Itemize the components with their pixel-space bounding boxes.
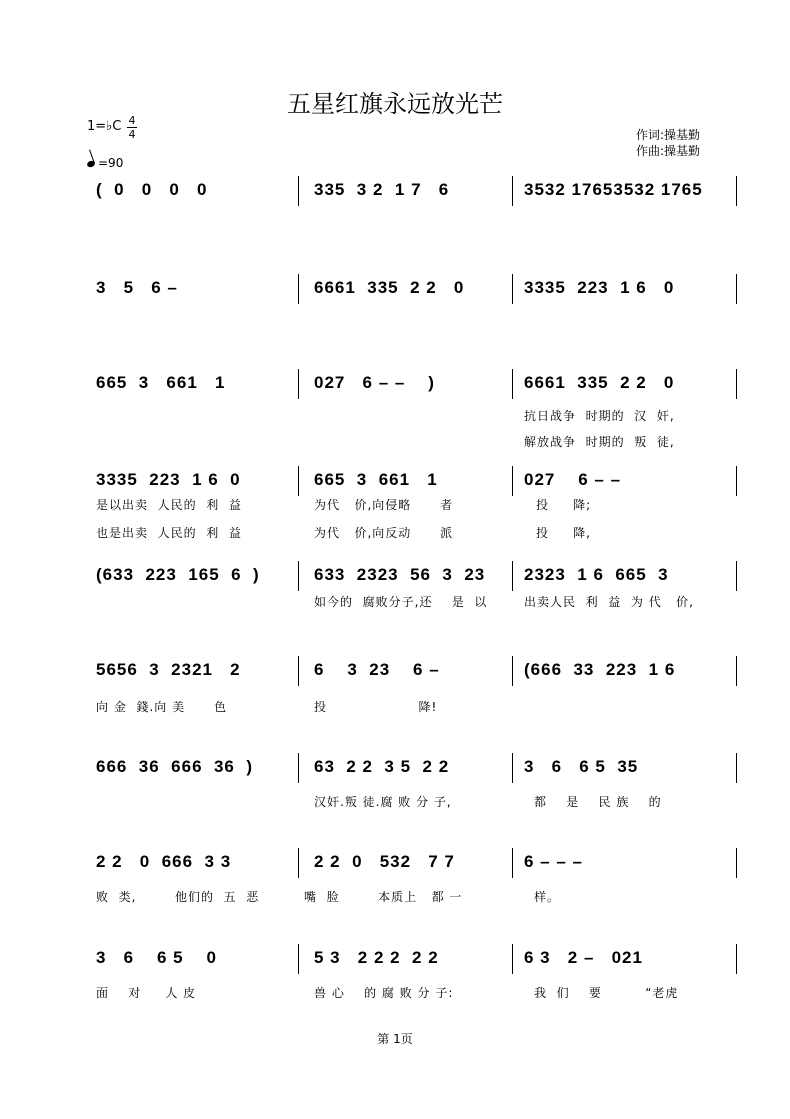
measure-notes: 335 3 2 1 7 6 xyxy=(314,180,450,199)
barline xyxy=(298,466,299,496)
measure-notes: 6 3 2 – 021 xyxy=(524,948,643,967)
lyric-line: 抗日战争 时期的 汉 奸, xyxy=(524,409,675,423)
measure-notes: 3 6 6 5 35 xyxy=(524,757,639,776)
barline xyxy=(736,944,737,974)
measure-notes: 3335 223 1 6 0 xyxy=(96,470,241,489)
lyric-line: 兽 心 的 腐 败 分 子: xyxy=(314,986,454,1000)
time-signature-top: 4 xyxy=(128,114,136,127)
barline xyxy=(512,176,513,206)
barline xyxy=(298,753,299,783)
lyric-line: 样。 xyxy=(534,890,561,904)
barline xyxy=(512,848,513,878)
barline xyxy=(512,274,513,304)
lyricist: 作词:操基勤 xyxy=(636,128,701,142)
lyric-line: 嘴 脸 本质上 都 一 xyxy=(304,890,463,904)
measure-notes: 6661 335 2 2 0 xyxy=(314,278,465,297)
barline xyxy=(736,466,737,496)
measure-notes: (633 223 165 6 ) xyxy=(96,565,260,584)
tempo-value: =90 xyxy=(98,156,124,170)
measure-notes: 5 3 2 2 2 2 2 xyxy=(314,948,439,967)
barline xyxy=(298,848,299,878)
barline xyxy=(512,561,513,591)
measure-notes: 3532 17653532 1765 xyxy=(524,180,703,199)
barline xyxy=(298,274,299,304)
lyric-line: 为代 价,向反动 派 xyxy=(314,526,454,540)
measure-notes: 2 2 0 666 3 3 xyxy=(96,852,232,871)
lyric-line: 也是出卖 人民的 利 益 xyxy=(96,526,242,540)
lyric-line: 我 们 要 “老虎 xyxy=(534,986,679,1000)
lyric-line: 解放战争 时期的 叛 徒, xyxy=(524,435,675,449)
credits xyxy=(636,127,700,159)
barline xyxy=(736,656,737,686)
measure-notes: 6 – – – xyxy=(524,852,583,871)
barline xyxy=(298,369,299,399)
measure-notes: 027 6 – – xyxy=(524,470,622,489)
lyric-line: 如今的 腐败分子,还 是 以 xyxy=(314,595,488,609)
key-signature: 1=♭C xyxy=(87,119,122,134)
lyric-line: 为代 价,向侵略 者 xyxy=(314,498,454,512)
barline xyxy=(298,561,299,591)
measure-notes: 3 5 6 – xyxy=(96,278,178,297)
lyric-line: 是以出卖 人民的 利 益 xyxy=(96,498,242,512)
measure-notes: 666 36 666 36 ) xyxy=(96,757,253,776)
measure-notes: 665 3 661 1 xyxy=(96,373,226,392)
lyric-line: 面 对 人 皮 xyxy=(96,986,197,1000)
measure-notes: 6661 335 2 2 0 xyxy=(524,373,675,392)
barline xyxy=(512,466,513,496)
barline xyxy=(512,944,513,974)
measure-notes: 3335 223 1 6 0 xyxy=(524,278,675,297)
lyric-line: 出卖人民 利 益 为 代 价, xyxy=(524,595,694,609)
page-number: 第 1页 xyxy=(377,1032,413,1046)
barline xyxy=(736,274,737,304)
barline xyxy=(736,561,737,591)
tempo-marking xyxy=(87,156,123,170)
barline xyxy=(512,753,513,783)
measure-notes: 6 3 23 6 – xyxy=(314,660,440,679)
measure-notes: 5656 3 2321 2 xyxy=(96,660,241,679)
measure-notes: 633 2323 56 3 23 xyxy=(314,565,486,584)
lyric-line: 投 降, xyxy=(536,526,591,540)
barline xyxy=(298,176,299,206)
measure-notes: 63 2 2 3 5 2 2 xyxy=(314,757,450,776)
measure-notes: (666 33 223 1 6 xyxy=(524,660,676,679)
lyric-line: 向 金 錢.向 美 色 xyxy=(96,700,227,714)
lyric-line: 投 降! xyxy=(314,700,438,714)
measure-notes: 027 6 – – ) xyxy=(314,373,435,392)
song-title: 五星红旗永远放光芒 xyxy=(287,90,503,118)
measure-notes: 3 6 6 5 0 xyxy=(96,948,217,967)
barline xyxy=(736,369,737,399)
composer: 作曲:操基勤 xyxy=(636,144,701,158)
time-signature xyxy=(127,114,137,141)
barline xyxy=(736,176,737,206)
measure-notes: ( 0 0 0 0 xyxy=(96,180,208,199)
lyric-line: 汉奸.叛 徒.腐 败 分 子, xyxy=(314,795,452,809)
lyric-line: 败 类, 他们的 五 恶 xyxy=(96,890,260,904)
measure-notes: 2 2 0 532 7 7 xyxy=(314,852,455,871)
time-signature-bottom: 4 xyxy=(128,128,136,141)
lyric-line: 都 是 民 族 的 xyxy=(534,795,662,809)
barline xyxy=(736,753,737,783)
barline xyxy=(298,944,299,974)
barline xyxy=(298,656,299,686)
measure-notes: 665 3 661 1 xyxy=(314,470,438,489)
quarter-note-icon xyxy=(86,160,96,168)
lyric-line: 投 降; xyxy=(536,498,592,512)
barline xyxy=(512,369,513,399)
barline xyxy=(512,656,513,686)
measure-notes: 2323 1 6 665 3 xyxy=(524,565,669,584)
barline xyxy=(736,848,737,878)
